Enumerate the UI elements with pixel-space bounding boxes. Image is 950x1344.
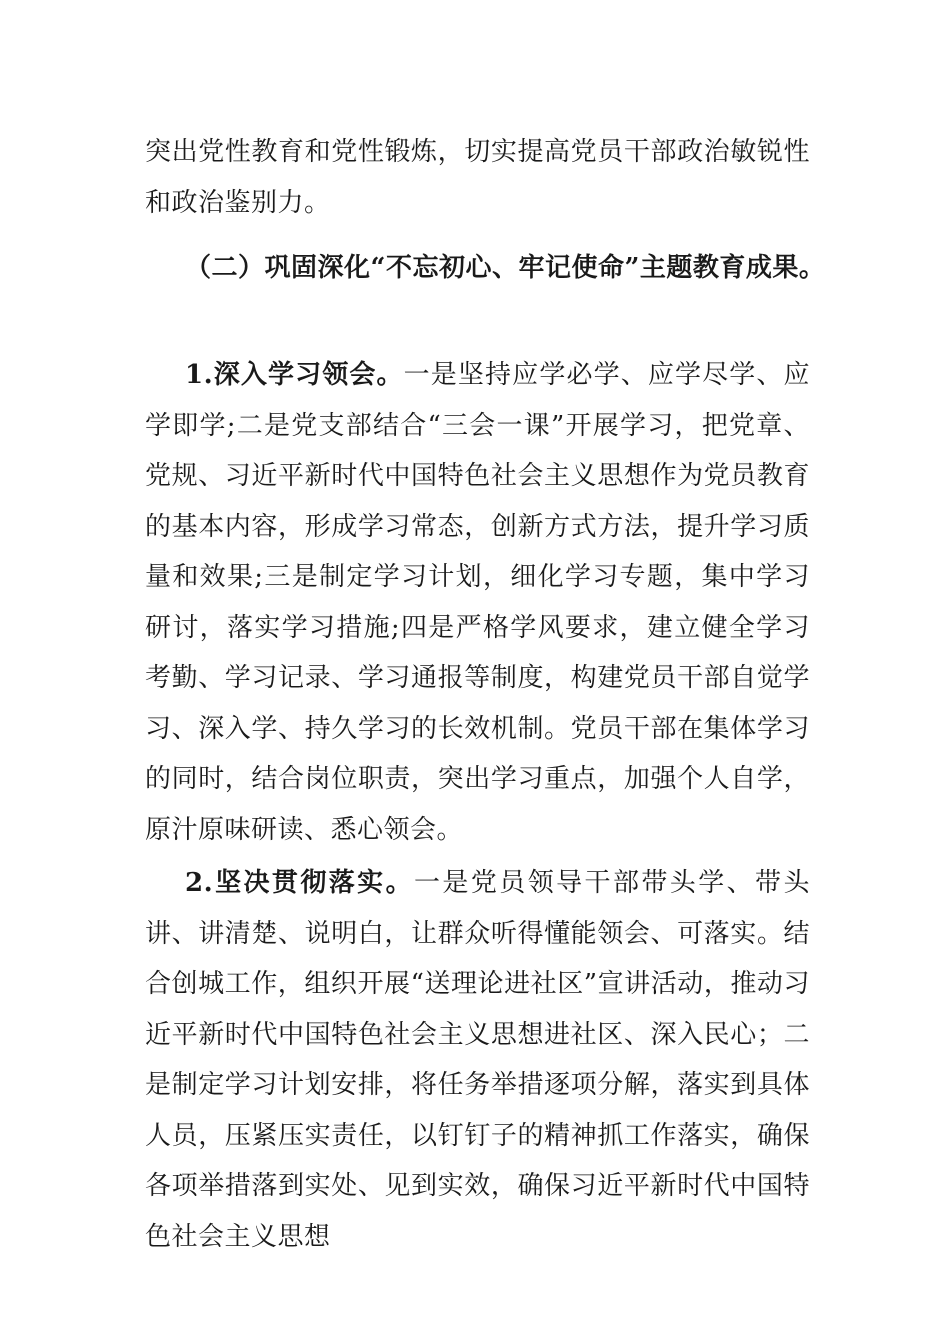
list-item-study: [145, 350, 810, 855]
item-title: 1.深入学习领会。: [185, 360, 404, 390]
item-body: 一是党员领导干部带头学、带头讲、讲清楚、说明白，让群众听得懂能领会、可落实。结合创城工作，组织开展“送理论进社区”宣讲活动，推动习近平新时代中国特色社会主义思想进社区、深入民心；二是制定学习计划安排，将任务举措逐项分解，落实到具体人员，压紧压实责任，以钉钉子的精神抓工作落实，确保各项举措落到实处、见到实效，确保习近平新时代中国特色社会主义思想: [145, 868, 810, 1252]
item-body: 一是坚持应学必学、应学尽学、应学即学;二是党支部结合“三会一课”开展学习，把党章、党规、习近平新时代中国特色社会主义思想作为党员教育的基本内容，形成学习常态，创新方式方法，提升学习质量和效果;三是制定学习计划，细化学习专题，集中学习研讨，落实学习措施;四是严格学风要求，建立健全学习考勤、学习记录、学习通报等制度，构建党员干部自觉学习、深入学、持久学习的长效机制。党员干部在集体学习的同时，结合岗位职责，突出学习重点，加强个人自学，原汁原味研读、悉心领会。: [145, 360, 810, 845]
section-heading: （二）巩固深化“不忘初心、牢记使命”主题教育成果。: [185, 253, 826, 283]
item-title: 2.坚决贯彻落实。: [185, 868, 415, 898]
list-item-implement: [145, 858, 810, 1262]
intro-paragraph: 突出党性教育和党性锻炼，切实提高党员干部政治敏锐性和政治鉴别力。: [145, 137, 810, 218]
